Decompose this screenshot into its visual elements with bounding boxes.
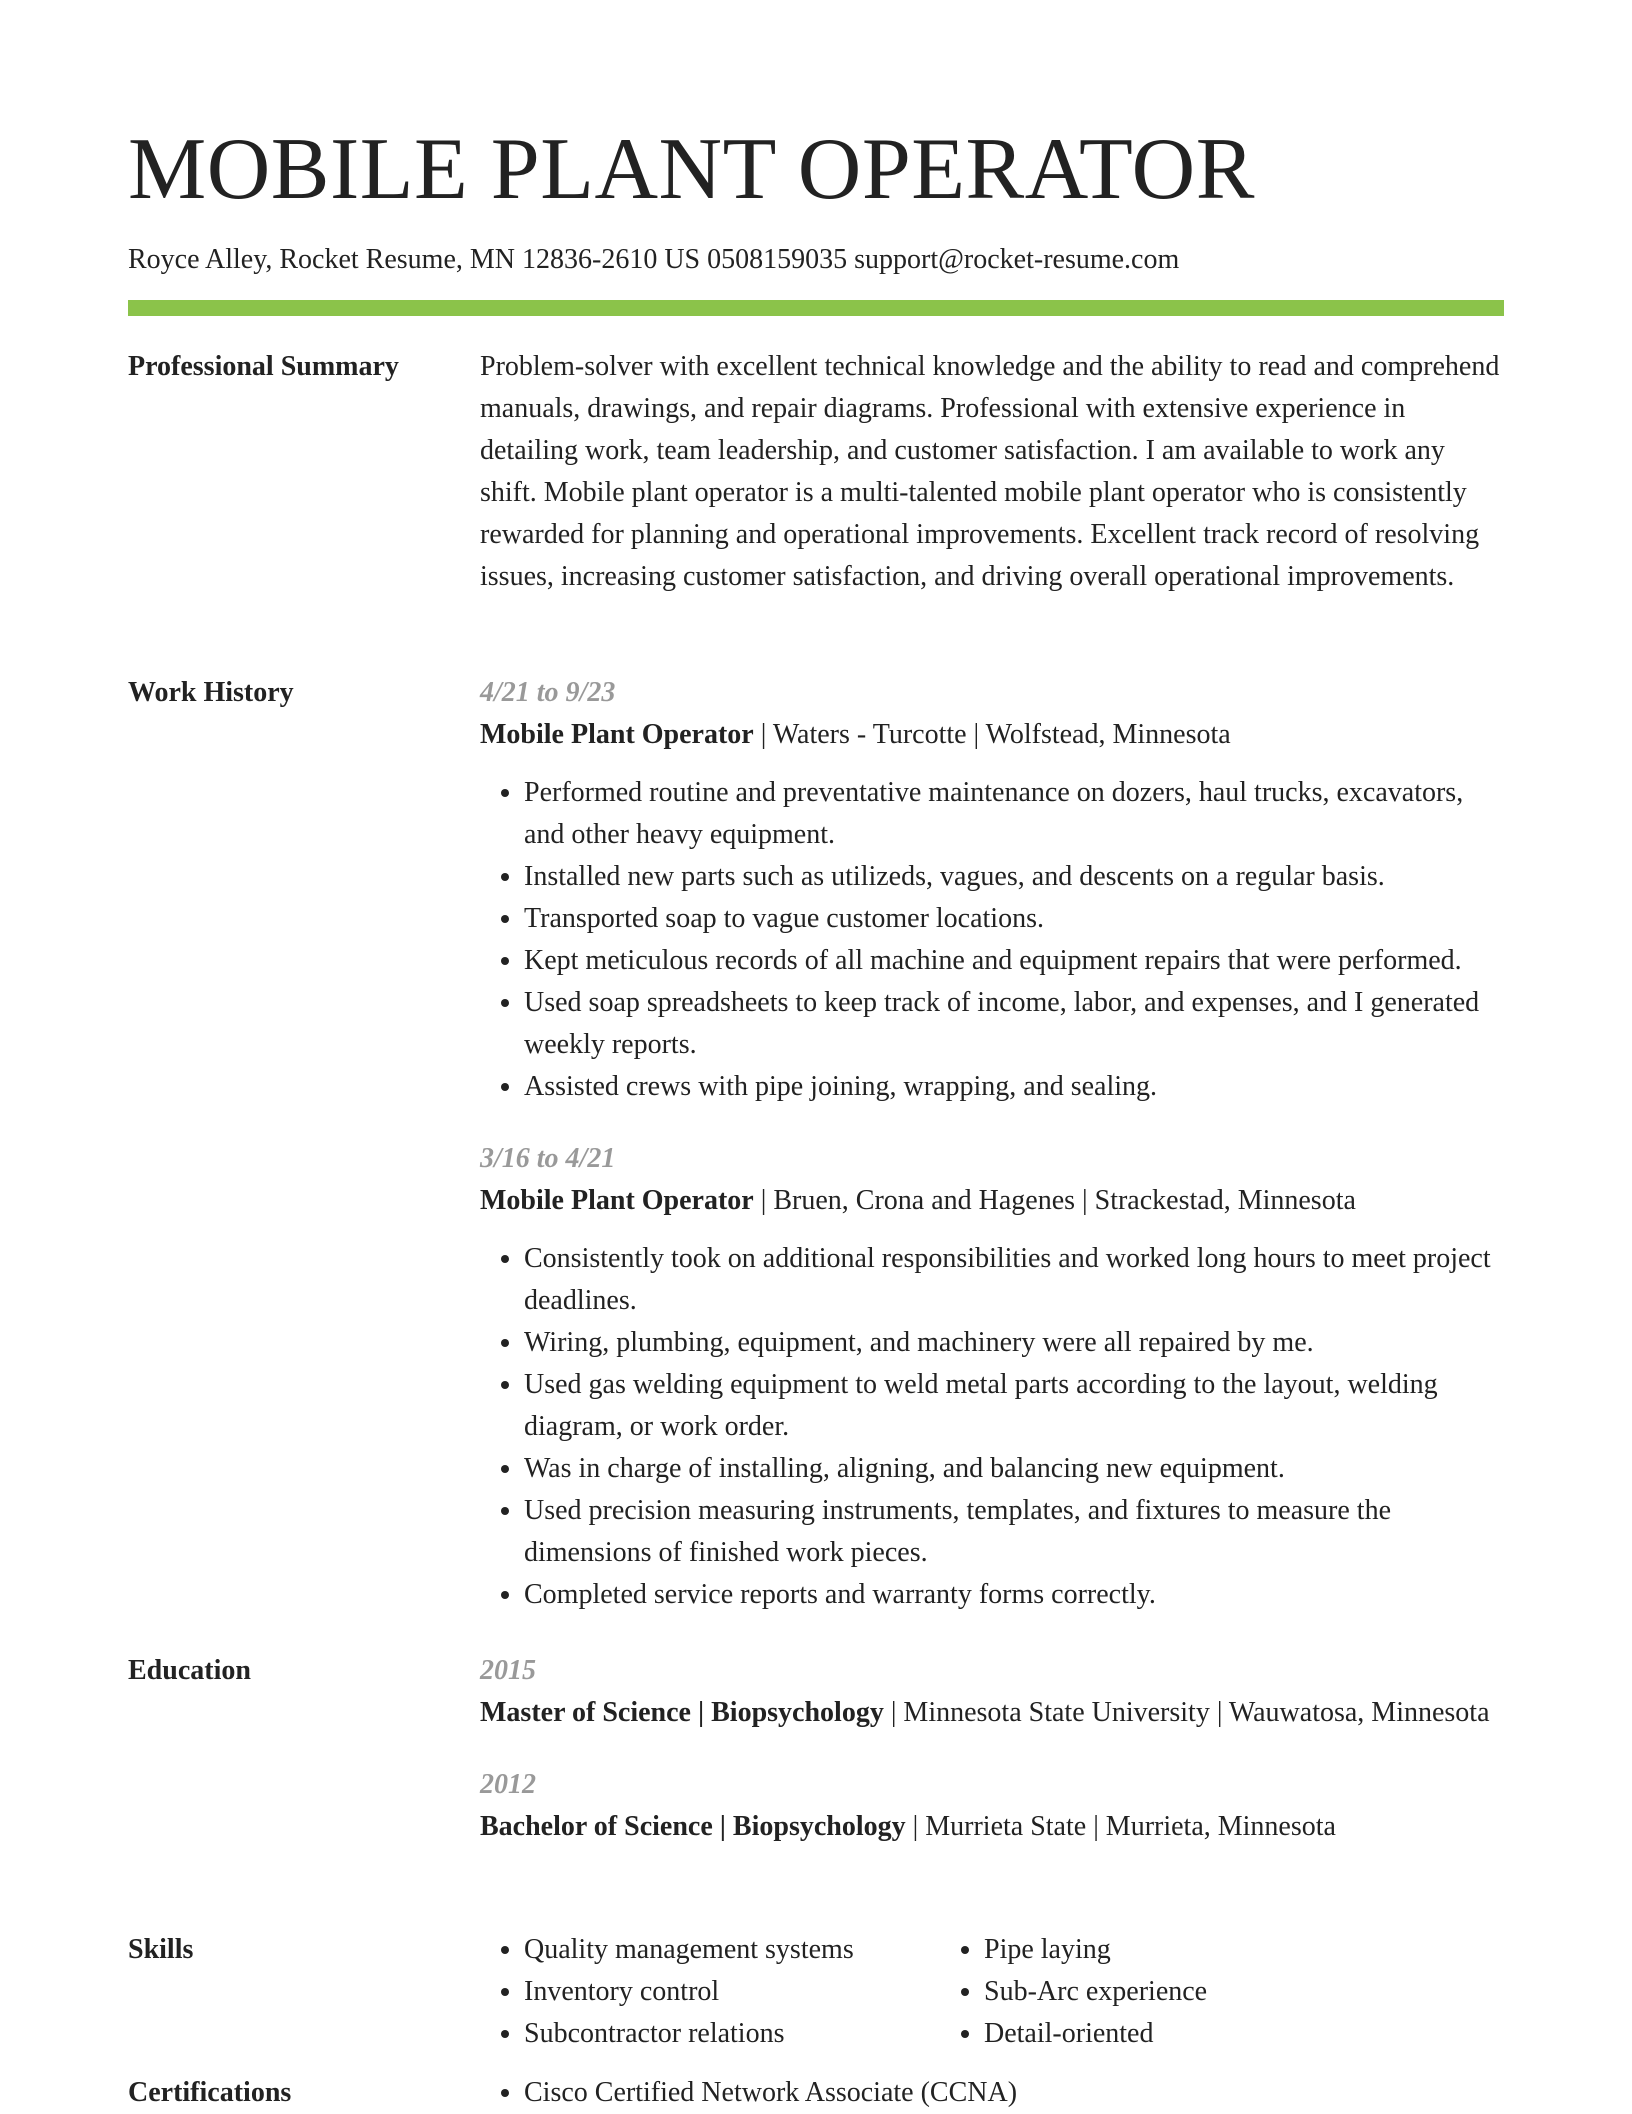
job-entry bbox=[480, 672, 1504, 1108]
education-heading bbox=[480, 1806, 1504, 1848]
education-content bbox=[480, 1650, 1504, 1848]
work-history-label: Work History bbox=[128, 677, 294, 708]
education-year: 2015 bbox=[480, 1655, 536, 1686]
education-details: | Minnesota State University | Wauwatosa, Minnesota bbox=[883, 1697, 1490, 1728]
certifications-list bbox=[480, 2072, 1504, 2114]
job-details: | Bruen, Crona and Hagenes | Strackestad, Minnesota bbox=[753, 1185, 1356, 1216]
resume-title: MOBILE PLANT OPERATOR bbox=[128, 121, 1255, 218]
certifications-label: Certifications bbox=[128, 2077, 292, 2108]
job-title: Mobile Plant Operator bbox=[480, 1185, 754, 1216]
skills-list bbox=[940, 1929, 1207, 2055]
education-entry bbox=[480, 1650, 1504, 1734]
education-heading bbox=[480, 1692, 1504, 1734]
contact-line: Royce Alley, Rocket Resume, MN 12836-2610 US 0508159035 support@rocket-resume.com bbox=[128, 244, 1180, 275]
list-item: • Cisco Certified Network Associate (CCNA) bbox=[524, 2072, 1504, 2114]
list-item: • Performed routine and preventative maintenance on dozers, haul trucks, excavators, and other heavy equipment. bbox=[524, 772, 1504, 856]
resume-header bbox=[128, 118, 1504, 316]
certifications-content bbox=[480, 2072, 1504, 2114]
list-item: • Consistently took on additional responsibilities and worked long hours to meet project deadlines. bbox=[524, 1238, 1504, 1322]
job-bullets bbox=[480, 772, 1504, 1108]
skills-content bbox=[480, 1929, 1504, 2055]
skills-list bbox=[480, 1929, 940, 2055]
list-item: • Completed service reports and warranty forms correctly. bbox=[524, 1574, 1504, 1616]
list-item: • Detail-oriented bbox=[984, 2013, 1207, 2055]
list-item: • Used gas welding equipment to weld metal parts according to the layout, welding diagram, or work order. bbox=[524, 1364, 1504, 1448]
skills-label: Skills bbox=[128, 1934, 194, 1965]
job-title: Mobile Plant Operator bbox=[480, 719, 754, 750]
education-label: Education bbox=[128, 1655, 251, 1686]
education-degree: Master of Science | Biopsychology bbox=[480, 1697, 884, 1728]
list-item: • Was in charge of installing, aligning, and balancing new equipment. bbox=[524, 1448, 1504, 1490]
education-details: | Murrieta State | Murrieta, Minnesota bbox=[905, 1811, 1336, 1842]
list-item: • Transported soap to vague customer locations. bbox=[524, 898, 1504, 940]
job-dates: 3/16 to 4/21 bbox=[480, 1143, 616, 1174]
education-degree: Bachelor of Science | Biopsychology bbox=[480, 1811, 906, 1842]
list-item: • Assisted crews with pipe joining, wrapping, and sealing. bbox=[524, 1066, 1504, 1108]
list-item: • Used precision measuring instruments, templates, and fixtures to measure the dimensions of finished work pieces. bbox=[524, 1490, 1504, 1574]
education-year: 2012 bbox=[480, 1769, 536, 1800]
job-heading bbox=[480, 1180, 1504, 1222]
list-item: • Wiring, plumbing, equipment, and machinery were all repaired by me. bbox=[524, 1322, 1504, 1364]
work-history-content bbox=[480, 672, 1504, 1616]
skills-column bbox=[480, 1929, 940, 2055]
list-item: • Inventory control bbox=[524, 1971, 940, 2013]
job-bullets bbox=[480, 1238, 1504, 1616]
education-entry bbox=[480, 1764, 1504, 1848]
list-item: • Used soap spreadsheets to keep track of income, labor, and expenses, and I generated weekly reports. bbox=[524, 982, 1504, 1066]
summary-text: Problem-solver with excellent technical knowledge and the ability to read and comprehend manuals, drawings, and repair diagrams. Professional with extensive experience in detailing work, team leadership, and customer satisfaction. I am available to work any shift. Mobile plant operator is a multi-talented mobile plant operator who is consistently rewarded for planning and operational improvements. Excellent track record of resolving issues, increasing customer satisfaction, and driving overall operational improvements. bbox=[480, 351, 1500, 592]
list-item: • Sub-Arc experience bbox=[984, 1971, 1207, 2013]
summary-label: Professional Summary bbox=[128, 351, 399, 382]
header-divider bbox=[128, 300, 1504, 316]
list-item: • Quality management systems bbox=[524, 1929, 940, 1971]
list-item: • Subcontractor relations bbox=[524, 2013, 940, 2055]
job-details: | Waters - Turcotte | Wolfstead, Minnesota bbox=[753, 719, 1231, 750]
job-dates: 4/21 to 9/23 bbox=[480, 677, 616, 708]
job-heading bbox=[480, 714, 1504, 756]
skills-column bbox=[940, 1929, 1207, 2055]
job-entry bbox=[480, 1138, 1504, 1616]
list-item: • Kept meticulous records of all machine and equipment repairs that were performed. bbox=[524, 940, 1504, 982]
list-item: • Pipe laying bbox=[984, 1929, 1207, 1971]
list-item: • Installed new parts such as utilizeds, vagues, and descents on a regular basis. bbox=[524, 856, 1504, 898]
